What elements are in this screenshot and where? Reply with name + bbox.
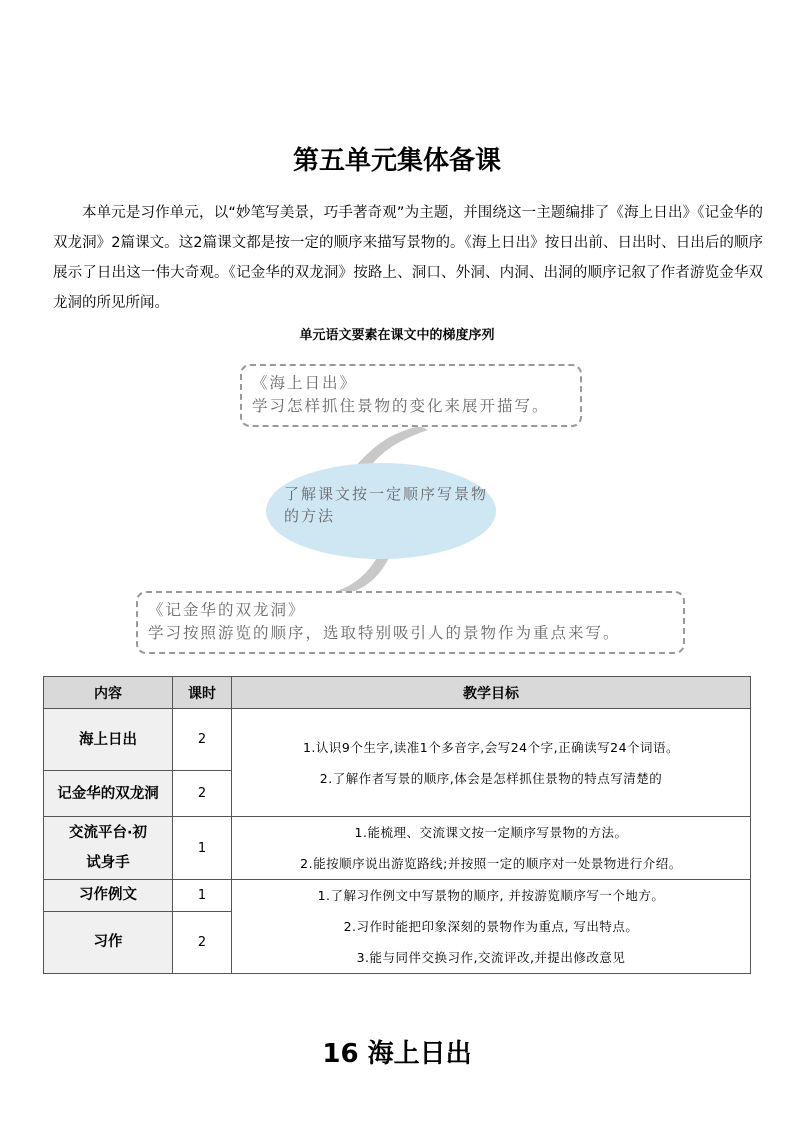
lesson-cell — [44, 817, 173, 880]
hours-cell: 2 — [173, 709, 232, 771]
table-row — [44, 880, 751, 912]
goal-item: 2.习作时能把印象深刻的景物作为重点, 写出特点。 — [343, 919, 639, 934]
header-goals: 教学目标 — [232, 677, 751, 709]
lesson-box-cave-desc: 学习按照游览的顺序，选取特别吸引人的景物作为重点来写。 — [148, 624, 621, 642]
next-lesson-title: 16 海上日出 — [322, 1039, 472, 1069]
goals-cell — [232, 709, 751, 817]
lesson-box-cave-title: 《记金华的双龙洞》 — [148, 601, 306, 619]
goal-item: 2.能按顺序说出游览路线;并按照一定的顺序对一处景物进行介绍。 — [300, 856, 682, 871]
header-hours: 课时 — [173, 677, 232, 709]
table-header-row — [44, 677, 751, 709]
goals-cell — [232, 880, 751, 974]
table-row — [44, 709, 751, 771]
intro-paragraph: 本单元是习作单元，以“妙笔写美景，巧手著奇观”为主题，并围绕这一主题编排了《海上日出》《记金华的双龙洞》2篇课文。这2篇课文都是按一定的顺序来描写景物的。《海上日出》按日出前、日出时、日出后的顺序展示了日出这一伟大奇观。《记金华的双龙洞》按路上、洞口、外洞、内洞、出洞的顺序记叙了作者游览金华双龙洞的所见所闻。 — [53, 205, 763, 311]
lesson-box-cave — [136, 591, 685, 654]
lesson-cell: 海上日出 — [44, 709, 173, 771]
hours-cell: 2 — [173, 911, 232, 973]
hours-cell: 1 — [173, 817, 232, 880]
lesson-cell: 记金华的双龙洞 — [44, 771, 173, 817]
lesson-box-sunrise — [240, 364, 582, 427]
goal-item: 1.认识9个生字,读准1个多音字,会写24个字,正确读写24个词语。 — [302, 739, 680, 755]
table-row — [44, 817, 751, 880]
center-topic: 了解课文按一定顺序写景物的方法 — [284, 485, 489, 525]
header-content: 内容 — [44, 677, 173, 709]
goal-item: 1.了解习作例文中写景物的顺序, 并按游览顺序写一个地方。 — [317, 888, 665, 903]
teaching-plan-table — [43, 676, 751, 974]
lesson-cell: 习作例文 — [44, 880, 173, 912]
hours-cell: 1 — [173, 880, 232, 912]
lesson-box-sunrise-desc: 学习怎样抓住景物的变化来展开描写。 — [252, 397, 550, 415]
lesson-cell: 习作 — [44, 911, 173, 973]
goal-item: 1.能梳理、交流课文按一定顺序写景物的方法。 — [354, 825, 628, 840]
diagram-title: 单元语文要素在课文中的梯度序列 — [299, 328, 495, 343]
goals-cell — [232, 817, 751, 880]
lesson-label: 交流平台·初试身手 — [68, 825, 147, 871]
hours-cell: 2 — [173, 771, 232, 817]
goal-item: 3.能与同伴交换习作,交流评改,并提出修改意见 — [356, 950, 626, 965]
lesson-box-sunrise-title: 《海上日出》 — [252, 374, 358, 392]
page-title: 第五单元集体备课 — [292, 146, 501, 176]
goal-item: 2.了解作者写景的顺序,体会是怎样抓住景物的特点写清楚的 — [319, 770, 663, 786]
